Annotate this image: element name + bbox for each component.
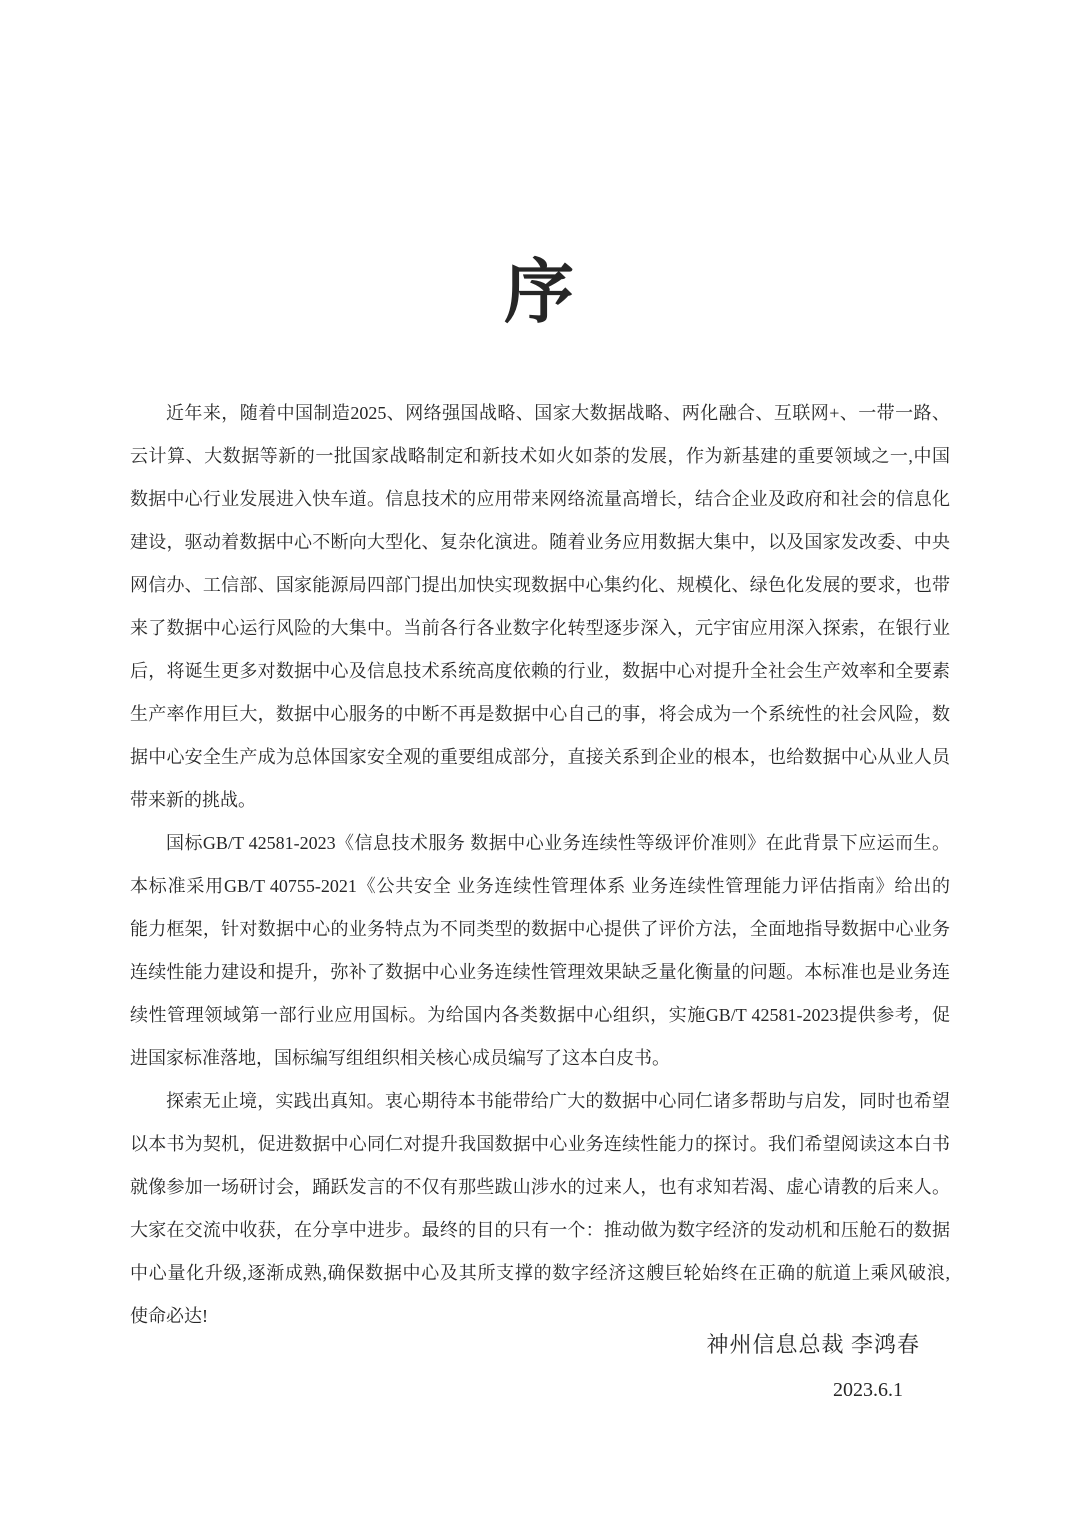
- paragraph-line: 大家在交流中收获，在分享中进步。最终的目的只有一个：推动做为数字经济的发动机和压舱石的数据: [130, 1220, 950, 1240]
- body-text: [130, 392, 950, 1338]
- paragraph-line: 就像参加一场研讨会，踊跃发言的不仅有那些跋山涉水的过来人，也有求知若渴、虚心请教的后来人。: [130, 1177, 950, 1197]
- paragraph-line: 网信办、工信部、国家能源局四部门提出加快实现数据中心集约化、规模化、绿色化发展的要求，也带: [130, 575, 950, 595]
- paragraph-line: 国标GB/T 42581-2023《信息技术服务 数据中心业务连续性等级评价准则》在此背景下应运而生。: [166, 833, 950, 853]
- paragraph-line: 云计算、大数据等新的一批国家战略制定和新技术如火如荼的发展，作为新基建的重要领域之一,中国: [130, 446, 950, 466]
- paragraph-line: 能力框架，针对数据中心的业务特点为不同类型的数据中心提供了评价方法，全面地指导数据中心业务: [130, 919, 950, 939]
- paragraph: [130, 392, 950, 822]
- paragraph-line: 来了数据中心运行风险的大集中。当前各行各业数字化转型逐步深入，元宇宙应用深入探索，在银行业: [130, 618, 950, 638]
- page-title: 序: [504, 255, 576, 332]
- paragraph-line: 连续性能力建设和提升，弥补了数据中心业务连续性管理效果缺乏量化衡量的问题。本标准也是业务连: [130, 962, 950, 982]
- paragraph-line: 探索无止境，实践出真知。衷心期待本书能带给广大的数据中心同仁诸多帮助与启发，同时也希望: [166, 1091, 950, 1111]
- paragraph-line: 生产率作用巨大，数据中心服务的中断不再是数据中心自己的事，将会成为一个系统性的社会风险，数: [130, 704, 950, 724]
- paragraph-line: 中心量化升级,逐渐成熟,确保数据中心及其所支撑的数字经济这艘巨轮始终在正确的航道上乘风破浪,: [130, 1263, 950, 1283]
- date: 2023.6.1: [833, 1379, 903, 1401]
- paragraph-line: 建设，驱动着数据中心不断向大型化、复杂化演进。随着业务应用数据大集中，以及国家发改委、中央: [130, 532, 950, 552]
- paragraph-line: 近年来，随着中国制造2025、网络强国战略、国家大数据战略、两化融合、互联网+、一带一路、: [166, 403, 950, 423]
- paragraph-line: 本标准采用GB/T 40755-2021《公共安全 业务连续性管理体系 业务连续性管理能力评估指南》给出的: [130, 876, 950, 896]
- paragraph-line: 以本书为契机，促进数据中心同仁对提升我国数据中心业务连续性能力的探讨。我们希望阅读这本白书: [130, 1134, 950, 1154]
- paragraph-line: 后，将诞生更多对数据中心及信息技术系统高度依赖的行业，数据中心对提升全社会生产效率和全要素: [130, 661, 950, 681]
- paragraph-line: 使命必达!: [130, 1306, 208, 1326]
- paragraph-line: 进国家标准落地，国标编写组组织相关核心成员编写了这本白皮书。: [130, 1048, 670, 1068]
- paragraph: [130, 822, 950, 1080]
- signature: 神州信息总裁 李鸿春: [706, 1332, 920, 1357]
- paragraph: [130, 1080, 950, 1338]
- paragraph-line: 数据中心行业发展进入快车道。信息技术的应用带来网络流量高增长，结合企业及政府和社会的信息化: [130, 489, 950, 509]
- paragraph-line: 据中心安全生产成为总体国家安全观的重要组成部分，直接关系到企业的根本，也给数据中心从业人员: [130, 747, 950, 767]
- paragraph-line: 续性管理领域第一部行业应用国标。为给国内各类数据中心组织，实施GB/T 42581-2023提供参考，促: [130, 1005, 950, 1025]
- paragraph-line: 带来新的挑战。: [130, 790, 256, 810]
